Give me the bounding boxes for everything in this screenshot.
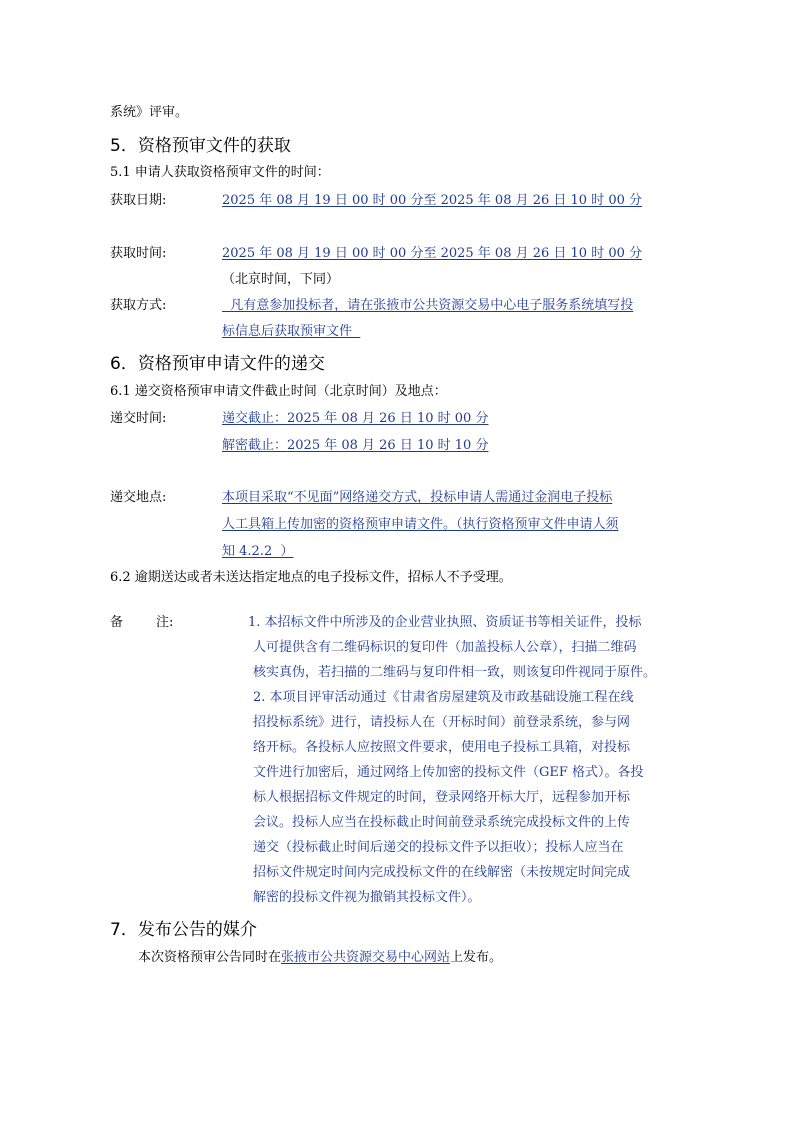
submit-time-label: 递交时间: xyxy=(110,411,167,426)
remark-line: 解密的投标文件视为撤销其投标文件）。 xyxy=(253,890,481,905)
obtain-date-label: 获取日期: xyxy=(110,193,167,208)
obtain-method-line-2: 标信息后获取预审文件 xyxy=(222,324,361,339)
remark-line: 2. 本项目评审活动通过《甘肃省房屋建筑及市政基础设施工程在线 xyxy=(253,690,634,705)
section-6-1-text: 6.1 递交资格预审申请文件截止时间（北京时间）及地点： xyxy=(110,384,447,399)
submit-place-line-2: 人工具箱上传加密的资格预审申请文件。（执行资格预审文件申请人须 xyxy=(222,517,619,532)
obtain-date-value: 2025 年 08 月 19 日 00 时 00 分至 2025 年 08 月 26 日 10 时 00 分 xyxy=(222,193,643,208)
section-5-heading: 5．资格预审文件的获取 xyxy=(110,136,291,156)
continued-line: 系统》评审。 xyxy=(110,105,189,120)
remark-line: 递交（投标截止时间后递交的投标文件予以拒收）；投标人应当在 xyxy=(253,840,624,855)
publish-text-before: 本次资格预审公告同时在 xyxy=(138,950,282,965)
submit-place-line-3: 知 4.2.2 ） xyxy=(222,544,294,559)
remark-line: 会议。投标人应当在投标截止时间前登录系统完成投标文件的上传 xyxy=(253,815,631,830)
publish-site-link[interactable]: 张掖市公共资源交易中心网站 xyxy=(281,950,451,965)
remark-line: 标人根据招标文件规定的时间，登录网络开标大厅，远程参加开标 xyxy=(253,790,631,805)
section-6-heading: 6．资格预审申请文件的递交 xyxy=(110,354,325,374)
decrypt-deadline: 解密截止：2025 年 08 月 26 日 10 时 10 分 xyxy=(222,438,489,453)
section-7-text xyxy=(138,950,502,966)
submit-place-line-1: 本项目采取“不见面”网络递交方式，投标申请人需通过金润电子投标 xyxy=(222,490,613,505)
section-6-2-text: 6.2 逾期送达或者未送达指定地点的电子投标文件，招标人不予受理。 xyxy=(110,570,512,585)
remark-line: 招投标系统》进行，请投标人在（开标时间）前登录系统，参与网 xyxy=(253,715,631,730)
remark-line: 络开标。各投标人应按照文件要求，使用电子投标工具箱，对投标 xyxy=(253,740,631,755)
section-5-1-text: 5.1 申请人获取资格预审文件的时间： xyxy=(110,165,330,180)
submit-place-label: 递交地点: xyxy=(110,490,167,505)
beijing-time-note: （北京时间，下同） xyxy=(222,272,340,287)
remark-line: 核实真伪，若扫描的二维码与复印件相一致，则该复印件视同于原件。 xyxy=(253,665,657,680)
remark-line: 招标文件规定时间内完成投标文件的在线解密（未按规定时间完成 xyxy=(253,865,631,880)
remarks-label: 备 注: xyxy=(110,615,174,630)
publish-text-after: 上发布。 xyxy=(450,950,503,965)
obtain-method-label: 获取方式: xyxy=(110,298,167,313)
submit-deadline: 递交截止：2025 年 08 月 26 日 10 时 00 分 xyxy=(222,411,489,426)
remark-line: 文件进行加密后，通过网络上传加密的投标文件（GEF 格式）。各投 xyxy=(253,765,644,780)
remark-line: 人可提供含有二维码标识的复印件（加盖投标人公章），扫描二维码 xyxy=(253,640,637,655)
obtain-time-label: 获取时间: xyxy=(110,246,167,261)
obtain-time-value: 2025 年 08 月 19 日 00 时 00 分至 2025 年 08 月 26 日 10 时 00 分 xyxy=(222,246,643,261)
obtain-method-line-1: 凡有意参加投标者，请在张掖市公共资源交易中心电子服务系统填写投 xyxy=(222,298,634,313)
remark-line: 1. 本招标文件中所涉及的企业营业执照、资质证书等相关证件，投标 xyxy=(248,615,642,630)
section-7-heading: 7．发布公告的媒介 xyxy=(110,920,257,940)
